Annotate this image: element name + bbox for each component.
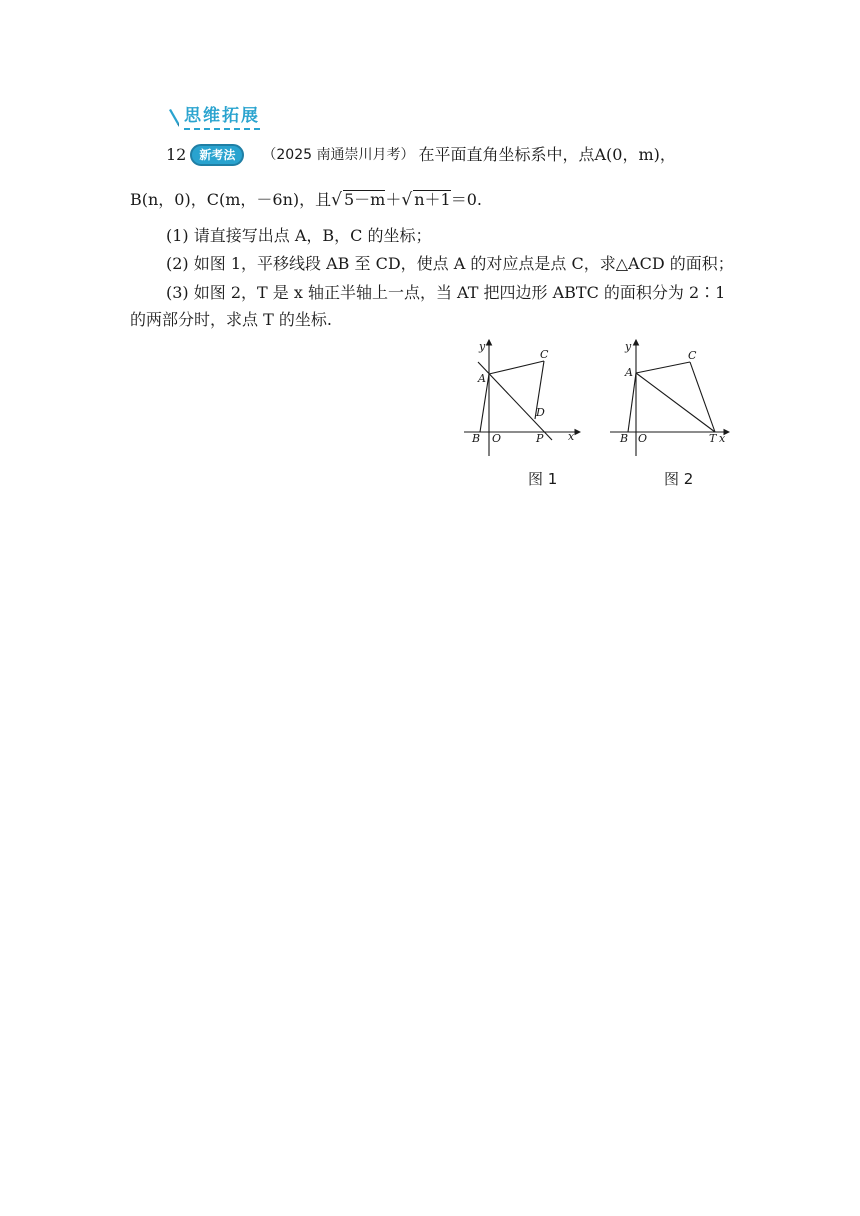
- pencil-icon: [166, 108, 182, 128]
- segment-at: [636, 373, 715, 432]
- question-number: 12: [166, 145, 187, 164]
- point-b-coords: B(n，0)，: [130, 190, 207, 209]
- x-label: x: [719, 432, 726, 445]
- section-header: [166, 106, 260, 130]
- y-label: y: [625, 340, 632, 353]
- label-t: T: [709, 432, 717, 445]
- figure-2: [605, 336, 735, 458]
- label-a: A: [625, 366, 633, 379]
- label-o: O: [492, 432, 502, 445]
- y-label: y: [479, 340, 486, 353]
- point-c-coords: C(m，－6n)，且: [206, 190, 332, 209]
- point-a-coords: A(0，m)，: [594, 145, 676, 164]
- label-o: O: [638, 432, 648, 445]
- label-b: B: [620, 432, 629, 445]
- radicand-2: n＋1: [414, 190, 451, 209]
- part-1: (1) 请直接写出点 A，B，C 的坐标；: [166, 226, 432, 245]
- label-d: D: [536, 406, 545, 419]
- equals-zero: ＝0.: [450, 190, 482, 209]
- label-p: P: [536, 432, 544, 445]
- plus-sign: ＋: [385, 190, 402, 209]
- figure-1-caption: 图 1: [528, 470, 558, 488]
- segment-ac: [636, 362, 690, 373]
- x-label: x: [568, 430, 575, 443]
- question-stem: 在平面直角坐标系中，点: [418, 145, 595, 164]
- label-b: B: [472, 432, 481, 445]
- part-3: (3) 如图 2，T 是 x 轴正半轴上一点，当 AT 把四边形 ABTC 的面积分为 2∶1: [166, 283, 726, 302]
- label-c: C: [688, 349, 697, 362]
- segment-ab: [628, 373, 636, 432]
- radical-sign: √: [331, 190, 342, 210]
- question-line-1: [166, 143, 676, 167]
- new-method-badge: 新考法: [190, 144, 244, 166]
- figure-2-caption: 图 2: [664, 470, 694, 488]
- part-3-continued: 的两部分时，求点 T 的坐标.: [130, 310, 332, 329]
- question-line-2: [130, 188, 482, 212]
- section-title: 思维拓展: [184, 106, 260, 130]
- part-2: (2) 如图 1，平移线段 AB 至 CD，使点 A 的对应点是点 C，求△ACD 的面积；: [166, 254, 734, 273]
- label-c: C: [540, 348, 549, 361]
- radicand-1: 5－m: [343, 190, 386, 209]
- label-a: A: [478, 372, 486, 385]
- question-source: （2025 南通崇川月考）: [262, 147, 415, 163]
- segment-ac: [489, 361, 544, 374]
- figure-1: [460, 336, 590, 458]
- radical-sign: √: [401, 190, 413, 210]
- segment-ct: [690, 362, 715, 432]
